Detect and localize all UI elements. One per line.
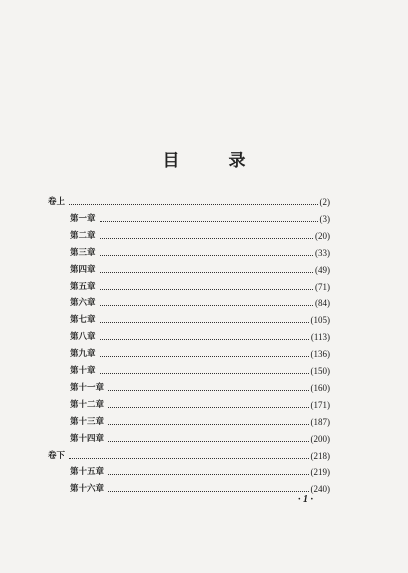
toc-entry [70, 399, 330, 412]
toc-entry [70, 348, 330, 361]
dot-leader [100, 305, 313, 306]
toc-entry-page: (218) [310, 450, 330, 461]
toc-entry-page: (105) [310, 315, 330, 326]
toc-entry-label: 第三章 [70, 247, 96, 258]
dot-leader [69, 204, 317, 205]
toc-entry-page: (187) [310, 416, 330, 427]
dot-leader [100, 221, 318, 222]
dot-leader [100, 339, 309, 340]
dot-leader [100, 238, 313, 239]
toc-entry [70, 416, 330, 429]
toc-entry [70, 365, 330, 378]
toc-entry-label: 第十六章 [70, 484, 105, 495]
toc-entry-page: (49) [315, 264, 330, 275]
dot-leader [100, 373, 309, 374]
toc-entry [70, 382, 330, 395]
toc-entry-label: 第十三章 [70, 416, 105, 427]
dot-leader [108, 491, 308, 492]
page-number: · 1 · [298, 494, 313, 505]
toc-entry-page: (84) [315, 298, 330, 309]
toc-entry-label: 第十二章 [70, 399, 105, 410]
dot-leader [100, 289, 313, 290]
toc-entry [70, 264, 330, 277]
toc-entry-page: (160) [310, 382, 330, 393]
toc-entry-label: 第九章 [70, 349, 96, 360]
toc-entry [70, 297, 330, 310]
dot-leader [100, 356, 309, 357]
toc-entry [48, 450, 330, 463]
toc-entry [70, 466, 330, 479]
toc-entry [70, 247, 330, 260]
toc-entry-label: 第二章 [70, 230, 96, 241]
dot-leader [108, 407, 308, 408]
page-title: 目 录 [162, 151, 262, 171]
toc-entry-label: 第四章 [70, 264, 96, 275]
toc-entry [48, 196, 330, 209]
toc-entry-page: (113) [310, 332, 330, 343]
dot-leader [69, 458, 308, 459]
dot-leader [108, 474, 308, 475]
dot-leader [100, 322, 309, 323]
toc-entry [70, 331, 330, 344]
toc-entry-page: (2) [319, 197, 330, 207]
dot-leader [108, 390, 308, 391]
toc-entry-label: 卷下 [48, 450, 66, 461]
toc-entry-label: 第十四章 [70, 433, 105, 444]
dot-leader [108, 441, 308, 442]
dot-leader [108, 424, 308, 425]
toc-entry-label: 第八章 [70, 332, 96, 343]
toc-entry [70, 230, 330, 243]
toc-entry-label: 第十五章 [70, 467, 105, 478]
toc-entry-label: 第一章 [70, 213, 96, 224]
toc-entry-page: (219) [310, 467, 330, 478]
toc-entry-page: (200) [310, 433, 330, 444]
toc-entry-label: 第十章 [70, 366, 96, 376]
toc-entry [70, 314, 330, 327]
toc-entry-page: (3) [319, 213, 330, 224]
toc-entry-label: 第五章 [70, 281, 96, 292]
toc-entry-page: (240) [310, 484, 330, 495]
toc-entry-page: (150) [310, 366, 330, 376]
toc-entry [70, 483, 330, 496]
toc-entry-page: (20) [315, 230, 330, 241]
toc-entry-page: (33) [315, 247, 330, 258]
toc-entry-page: (71) [315, 281, 330, 292]
toc-entry-page: (171) [310, 399, 330, 410]
toc-entry [70, 213, 330, 226]
toc-entry-label: 第十一章 [70, 382, 105, 393]
toc-entry [70, 433, 330, 446]
toc-entry [70, 281, 330, 294]
toc-entry-label: 第六章 [70, 298, 96, 309]
toc-entry-label: 第七章 [70, 315, 96, 326]
toc-entry-page: (136) [310, 349, 330, 360]
dot-leader [100, 272, 313, 273]
toc-entry-label: 卷上 [48, 197, 66, 207]
dot-leader [100, 255, 313, 256]
